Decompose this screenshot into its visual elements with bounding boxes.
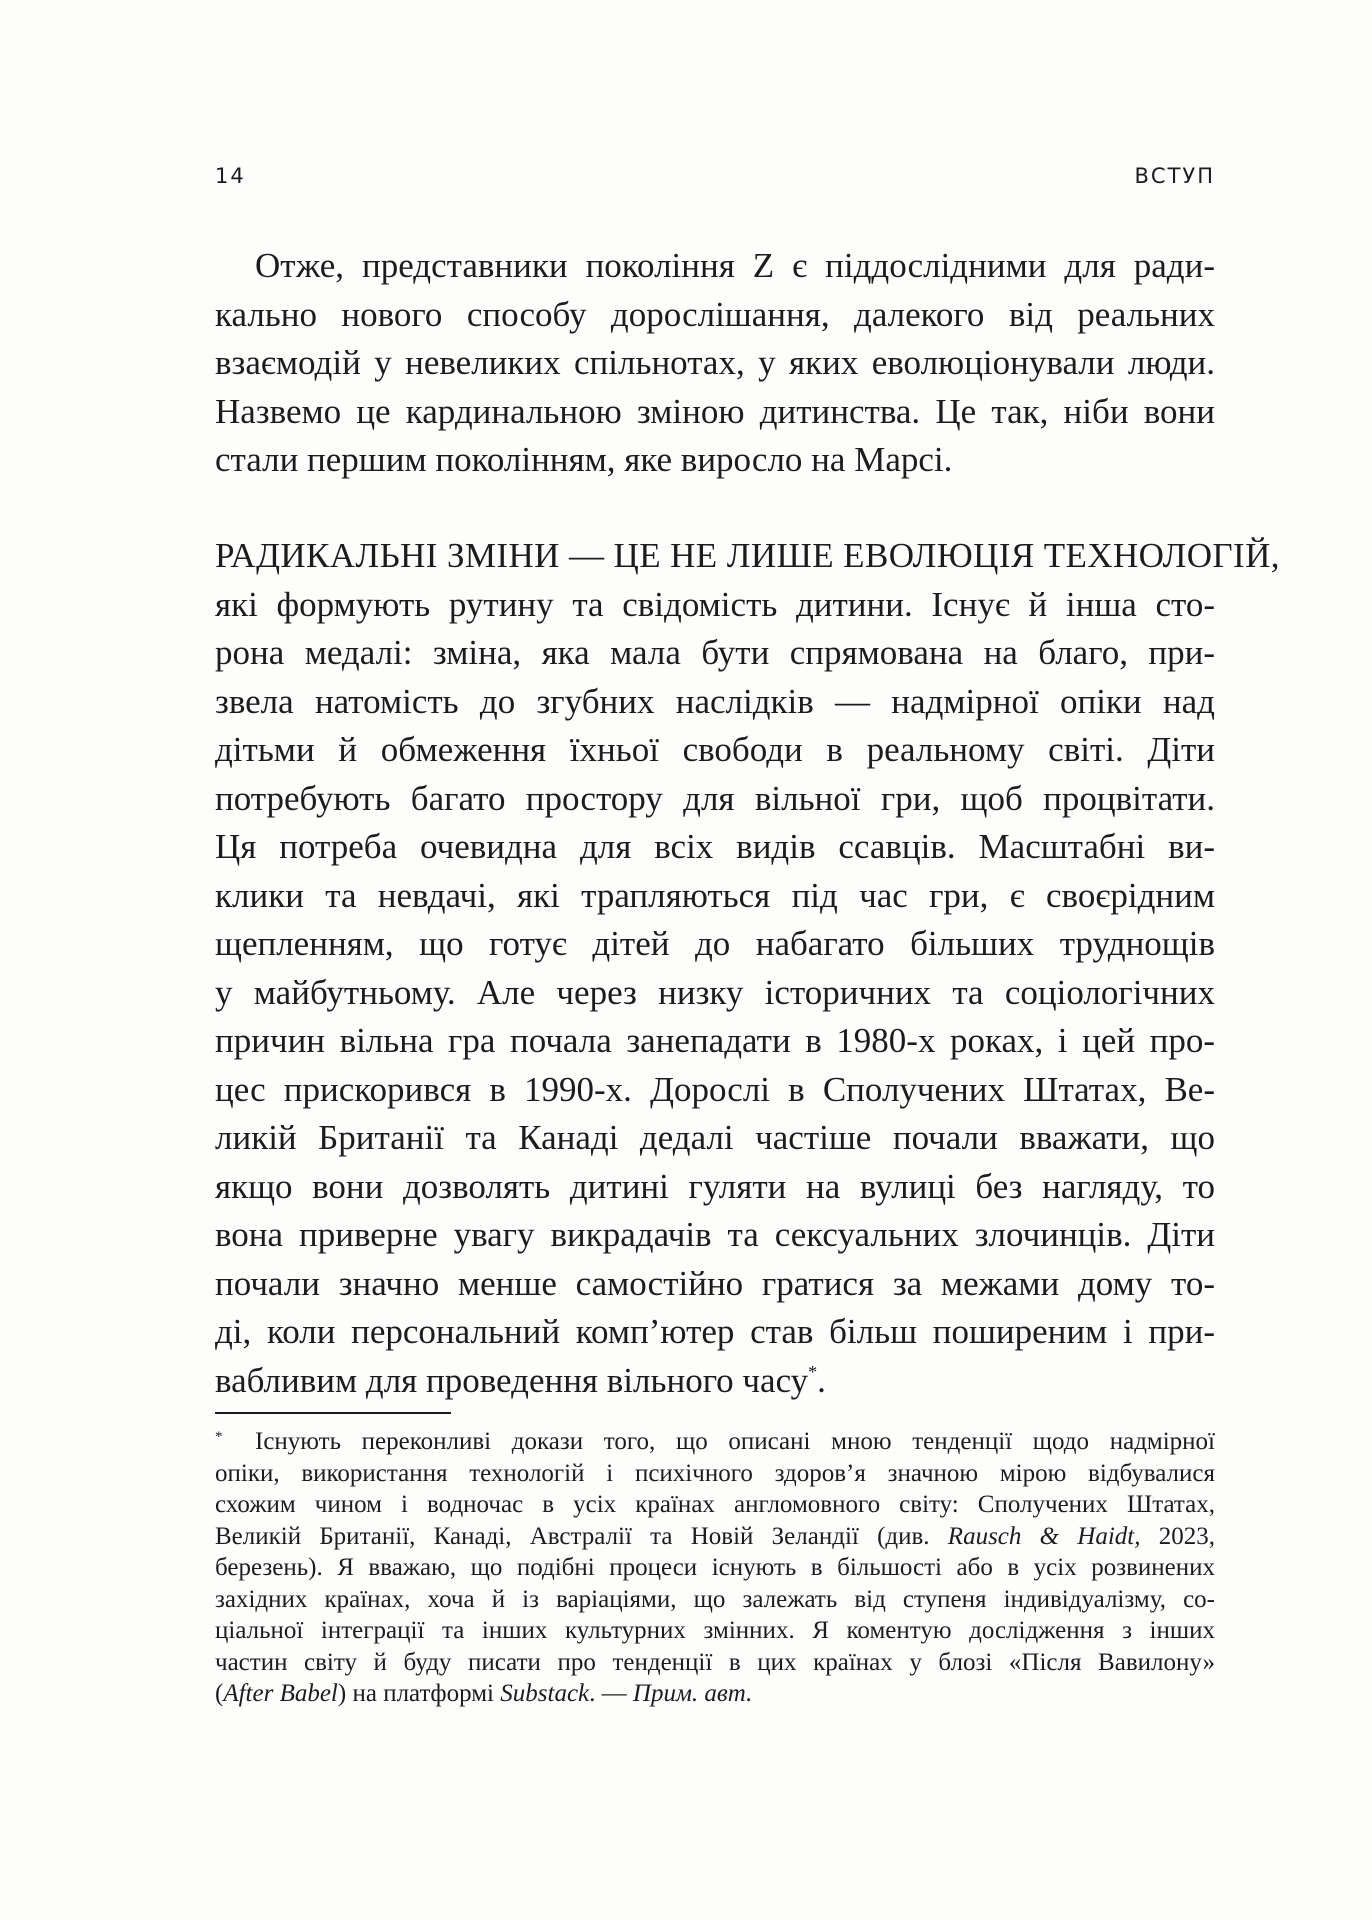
paragraph-line: клики та невдачі, які трапляються під час гри, є своєрідним: [215, 875, 1215, 915]
paragraph-line: цес прискорився в 1990-х. Дорослі в Сполучених Штатах, Ве-: [215, 1069, 1215, 1109]
footnote-line: [215, 1521, 1215, 1553]
footnote: [215, 1426, 1215, 1710]
footnote-line: Існують переконливі докази того, що описані мною тенденції щодо надмірної: [255, 1428, 1215, 1455]
paragraph-last-line: [215, 1357, 1215, 1406]
paragraph-line: причин вільна гра почала занепадати в 1980-х роках, і цей про-: [215, 1021, 1215, 1060]
footnote-line: схожим чином і водночас в усіх країнах англомовного світу: Сполучених Штатах,: [215, 1491, 1215, 1518]
paragraph-line: які формують рутину та свідомість дитини. Існує й інша сто-: [215, 584, 1215, 624]
paragraph-line-end: .: [817, 1360, 826, 1400]
paragraph-line: щепленням, що готує дітей до набагато більших труднощів: [215, 924, 1215, 963]
footnote-text: 2023,: [1140, 1522, 1216, 1550]
chapter-title: ВСТУП: [1134, 164, 1215, 188]
footnote-reference[interactable]: *: [808, 1361, 818, 1382]
section-lead-in: РАДИКАЛЬНІ ЗМІНИ — ЦЕ НЕ ЛИШЕ ЕВОЛЮЦІЯ ТЕХНОЛОГІЙ,: [215, 536, 1280, 575]
paragraph-line: Назвемо це кардинальною зміною дитинства. Це так, ніби вони: [215, 391, 1215, 431]
footnote-line: березень). Я вважаю, що подібні процеси існують в більшості або в усіх розвинених: [215, 1554, 1215, 1581]
paragraph-line: вона приверне увагу викрадачів та сексуальних злочинців. Діти: [215, 1215, 1215, 1254]
footnote-text: ) на платформі: [337, 1680, 501, 1707]
paragraph-line: почали значно менше самостійно гратися за межами дому то-: [215, 1263, 1215, 1303]
running-head: [215, 164, 1215, 194]
footnote-marker: *: [215, 1429, 223, 1445]
paragraph-line: стали першим поколінням, яке виросло на Марсі.: [215, 440, 953, 479]
paragraph-line-text: вабливим для проведення вільного часу: [215, 1360, 809, 1400]
citation-authors: Rausch & Haidt,: [947, 1522, 1141, 1550]
paragraph-1: [215, 242, 1215, 485]
footnote-text: (: [215, 1680, 224, 1707]
footnote-text: Великій Британії, Канаді, Австралії та Новій Зеландії (див.: [215, 1522, 948, 1550]
paragraph-line: звела натомість до згубних наслідків — надмірної опіки над: [215, 681, 1215, 721]
paragraph-line: якщо вони дозволять дитині гуляти на вулиці без нагляду, то: [215, 1166, 1215, 1206]
paragraph-line: потребують багато простору для вільної гри, щоб процвітати.: [215, 778, 1215, 818]
paragraph-line: ликій Британії та Канаді дедалі частіше почали вважати, що: [215, 1118, 1215, 1157]
footnote-line: західних країнах, хоча й із варіаціями, що залежать від ступеня індивідуалізму, со-: [215, 1585, 1215, 1613]
paragraph-line: кально нового способу дорослішання, далекого від реальних: [215, 294, 1215, 334]
paragraph-line: Ця потреба очевидна для всіх видів ссавців. Масштабні ви-: [215, 827, 1215, 866]
paragraph-line: у майбутньому. Але через низку історичних та соціологічних: [215, 972, 1215, 1012]
footnote-line: ціальної інтеграції та інших культурних змінних. Я коментую дослідження з інших: [215, 1617, 1215, 1644]
paragraph-line: дітьми й обмеження їхньої свободи в реальному світі. Діти: [215, 730, 1215, 769]
paragraph-line: взаємодій у невеликих спільнотах, у яких еволюціонували люди.: [215, 343, 1215, 382]
paragraph-line: Отже, представники покоління Z є піддослідними для ради-: [255, 246, 1215, 285]
footnote-line: частин світу й буду писати про тенденції в цих країнах у блозі «Після Вавилону»: [215, 1648, 1215, 1676]
author-note: Прим. авт.: [632, 1680, 753, 1707]
page-number: 14: [215, 164, 246, 188]
paragraph-line: ді, коли персональний комп’ютер став більш поширеним і при-: [215, 1312, 1215, 1351]
footnote-line: опіки, використання технологій і психічного здоров’я значною мірою відбувалися: [215, 1459, 1215, 1487]
platform-name: Substack: [500, 1680, 590, 1707]
blog-title: After Babel: [223, 1680, 338, 1707]
paragraph-line: рона медалі: зміна, яка мала бути спрямована на благо, при-: [215, 633, 1215, 672]
footnote-line: [215, 1678, 1215, 1710]
footnote-text: . —: [589, 1680, 633, 1707]
footnote-divider: [215, 1412, 451, 1414]
paragraph-2: [215, 532, 1280, 1405]
